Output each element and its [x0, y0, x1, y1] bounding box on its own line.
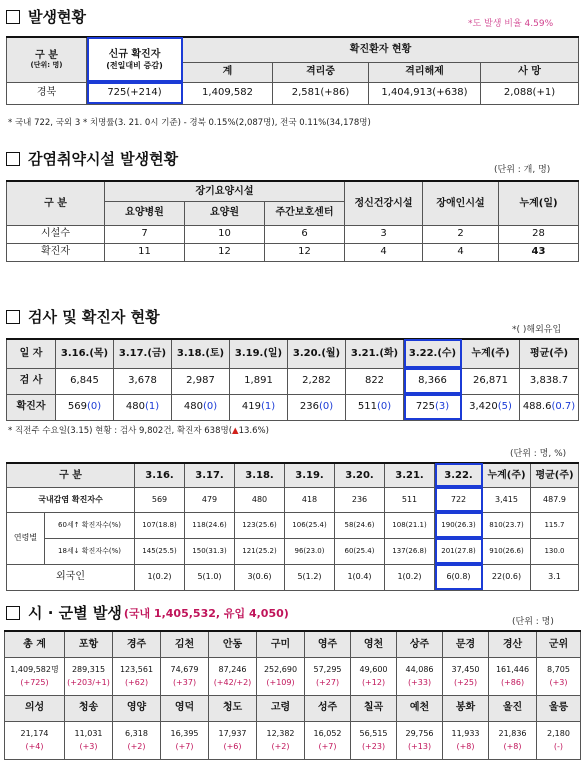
date-header: 3.18.(토)	[172, 339, 230, 368]
region-count: 252,690	[263, 665, 298, 675]
age-cell: 58(24.6)	[335, 512, 385, 538]
date-header: 3.21.(화)	[346, 339, 404, 368]
confirmed-value: 480	[183, 401, 203, 413]
row-label-confirmed: 확진자	[7, 394, 56, 420]
header-released: 격리해제	[369, 62, 481, 82]
header-status: 확진환자 현황	[183, 37, 579, 62]
confirmed-value: 236	[299, 401, 319, 413]
isolating-value: 2,581(+86)	[273, 82, 369, 104]
age-cell: 910(26.6)	[483, 538, 531, 564]
confirmed-cell	[288, 394, 346, 420]
region-name: 울진	[489, 695, 537, 721]
age-cell: 418	[285, 487, 335, 512]
age-cell: 722	[435, 487, 483, 512]
region-count: 2,180	[547, 729, 570, 739]
region-count: 56,515	[359, 729, 388, 739]
region-value	[65, 657, 113, 695]
region-name: 청송	[65, 695, 113, 721]
cell: 4	[345, 243, 423, 261]
confirmed-cell	[114, 394, 172, 420]
header-gubun: 구 분	[7, 463, 135, 487]
age-unit: (단위 : 명, %)	[510, 449, 567, 459]
cell: 4	[423, 243, 499, 261]
region-delta: (+62)	[124, 677, 149, 687]
tests-cell: 8,366	[404, 368, 462, 394]
header-disabled: 장애인시설	[423, 181, 499, 225]
region-name: 성주	[305, 695, 351, 721]
date-header: 평균(주)	[531, 463, 579, 487]
header-ltc: 장기요양시설	[105, 181, 345, 201]
region-delta: (+725)	[20, 677, 49, 687]
age-cell: 96(23.0)	[285, 538, 335, 564]
region-delta: (+203/+1)	[67, 677, 110, 687]
region-count: 21,174	[20, 729, 49, 739]
confirmed-value: 480	[125, 401, 145, 413]
region-value	[537, 721, 581, 759]
row-label: 경북	[7, 82, 87, 104]
previous-week-note: * 직전주 수요일(3.15) 현황 : 검사 9,802건, 확진자 638명(▲13.6%)	[8, 426, 269, 436]
age-cell: 201(27.8)	[435, 538, 483, 564]
region-count: 17,937	[218, 729, 247, 739]
tests-cell: 3,838.7	[520, 368, 579, 394]
date-header: 3.19.	[285, 463, 335, 487]
date-header: 3.17.	[185, 463, 235, 487]
region-value	[397, 721, 443, 759]
region-count: 161,446	[495, 665, 530, 675]
region-delta: (-)	[553, 741, 564, 751]
tests-cell: 2,987	[172, 368, 230, 394]
age-cell: 121(25.2)	[235, 538, 285, 564]
region-value	[257, 721, 305, 759]
region-count: 16,395	[170, 729, 199, 739]
section-title-vulnerable: 감염취약시설 발생현황	[6, 148, 178, 169]
age-cell: 236	[335, 487, 385, 512]
confirmed-value: 419	[241, 401, 261, 413]
region-count: 12,382	[266, 729, 295, 739]
age-cell: 810(23.7)	[483, 512, 531, 538]
region-delta: (+8)	[503, 741, 522, 751]
overseas-value: (0)	[376, 401, 392, 413]
cell: 43	[499, 243, 579, 261]
region-delta: (+2)	[127, 741, 146, 751]
region-delta: (+23)	[361, 741, 386, 751]
region-count: 289,315	[71, 665, 106, 675]
row-label: 시설수	[7, 225, 105, 243]
region-name: 영천	[351, 631, 397, 657]
region-count: 16,052	[313, 729, 342, 739]
age-cell: 123(25.6)	[235, 512, 285, 538]
tests-cell: 26,871	[462, 368, 520, 394]
vulnerable-table	[6, 180, 579, 262]
region-delta: (+33)	[407, 677, 432, 687]
age-cell: 108(21.1)	[385, 512, 435, 538]
confirmed-value: 725	[415, 401, 435, 413]
region-table	[4, 630, 581, 760]
row-label-tests: 검 사	[7, 368, 56, 394]
age-cell: 130.0	[531, 538, 579, 564]
overseas-note: *( )해외유입	[512, 325, 562, 335]
age-cell: 487.9	[531, 487, 579, 512]
age-cell: 480	[235, 487, 285, 512]
region-delta: (+27)	[315, 677, 340, 687]
date-header: 평균(주)	[520, 339, 579, 368]
region-value	[351, 721, 397, 759]
region-delta: (+25)	[453, 677, 478, 687]
header-mental: 정신건강시설	[345, 181, 423, 225]
region-delta: (+2)	[271, 741, 290, 751]
region-count: 87,246	[218, 665, 247, 675]
region-count: 6,318	[125, 729, 148, 739]
age-cell: 118(24.6)	[185, 512, 235, 538]
region-name: 예천	[397, 695, 443, 721]
region-name: 구미	[257, 631, 305, 657]
region-value	[351, 657, 397, 695]
section-title-tests: 검사 및 확진자 현황	[6, 306, 160, 327]
confirmed-cell	[404, 394, 462, 420]
region-value	[65, 721, 113, 759]
age-cell: 6(0.8)	[435, 564, 483, 590]
date-header: 3.16.	[135, 463, 185, 487]
section-title-outbreak: 발생현황	[6, 6, 86, 27]
age-cell: 107(18.8)	[135, 512, 185, 538]
cell: 3	[345, 225, 423, 243]
age-cell: 60(25.4)	[335, 538, 385, 564]
overseas-value: (0)	[318, 401, 334, 413]
tests-cell: 822	[346, 368, 404, 394]
age-cell: 137(26.8)	[385, 538, 435, 564]
row-label: 확진자	[7, 243, 105, 261]
region-value	[489, 657, 537, 695]
tests-cell: 2,282	[288, 368, 346, 394]
region-value	[257, 657, 305, 695]
region-count: 44,086	[405, 665, 434, 675]
checkbox-square-icon	[6, 606, 20, 620]
tests-table	[6, 338, 579, 421]
region-value	[5, 657, 65, 695]
region-count: 21,836	[498, 729, 527, 739]
checkbox-square-icon	[6, 10, 20, 24]
region-name: 군위	[537, 631, 581, 657]
region-name: 영양	[113, 695, 161, 721]
region-value	[161, 657, 209, 695]
region-name: 경주	[113, 631, 161, 657]
age-cell: 1(0.2)	[385, 564, 435, 590]
overseas-value: (0)	[86, 401, 102, 413]
region-count: 37,450	[451, 665, 480, 675]
tests-cell: 1,891	[230, 368, 288, 394]
region-delta: (+4)	[25, 741, 44, 751]
region-name: 울릉	[537, 695, 581, 721]
outbreak-footnote: * 국내 722, 국외 3 * 치명률(3. 21. 0시 기준) - 경북 0.15%(2,087명), 전국 0.11%(34,178명)	[8, 118, 371, 128]
region-delta: (+86)	[500, 677, 525, 687]
date-header: 3.18.	[235, 463, 285, 487]
outbreak-table	[6, 36, 579, 105]
region-name: 상주	[397, 631, 443, 657]
confirmed-cell	[346, 394, 404, 420]
region-value	[305, 657, 351, 695]
region-delta: (+37)	[172, 677, 197, 687]
region-delta: (+8)	[456, 741, 475, 751]
section-title-regions: 시 · 군별 발생 (국내 1,405,532, 유입 4,050)	[6, 602, 289, 623]
region-value	[397, 657, 443, 695]
region-name: 문경	[443, 631, 489, 657]
region-unit: (단위 : 명)	[512, 617, 554, 627]
confirmed-cell	[520, 394, 579, 420]
region-delta: (+3)	[549, 677, 568, 687]
row-label-age: 연령별	[7, 512, 45, 564]
header-gubun: 구 분	[7, 181, 105, 225]
region-count: 1,409,582명	[10, 665, 59, 675]
age-cell: 106(25.4)	[285, 512, 335, 538]
age-cell: 3.1	[531, 564, 579, 590]
region-count: 74,679	[170, 665, 199, 675]
region-value	[305, 721, 351, 759]
header-cumulative: 누계(일)	[499, 181, 579, 225]
row-label-60plus: 60세↑ 확진자수(%)	[45, 512, 135, 538]
confirmed-value: 569	[67, 401, 87, 413]
new-cases-value: 725(+214)	[87, 82, 183, 104]
region-delta: (+12)	[361, 677, 386, 687]
region-value	[209, 657, 257, 695]
confirmed-value: 3,420	[469, 401, 498, 413]
released-value: 1,404,913(+638)	[369, 82, 481, 104]
header-daycare: 주간보호센터	[265, 201, 345, 225]
confirmed-cell	[462, 394, 520, 420]
date-header: 3.17.(금)	[114, 339, 172, 368]
age-cell: 115.7	[531, 512, 579, 538]
cell: 10	[185, 225, 265, 243]
region-name: 봉화	[443, 695, 489, 721]
region-count: 8,705	[547, 665, 570, 675]
region-count: 123,561	[119, 665, 154, 675]
age-cell: 150(31.3)	[185, 538, 235, 564]
overseas-value: (1)	[144, 401, 160, 413]
tests-cell: 6,845	[56, 368, 114, 394]
region-name: 영주	[305, 631, 351, 657]
region-value	[443, 657, 489, 695]
header-total: 계	[183, 62, 273, 82]
age-cell: 22(0.6)	[483, 564, 531, 590]
tests-cell: 3,678	[114, 368, 172, 394]
region-name: 안동	[209, 631, 257, 657]
region-name: 영덕	[161, 695, 209, 721]
region-name: 의성	[5, 695, 65, 721]
cell: 12	[265, 243, 345, 261]
date-header: 3.20.	[335, 463, 385, 487]
total-value: 1,409,582	[183, 82, 273, 104]
region-name: 청도	[209, 695, 257, 721]
header-death: 사 망	[481, 62, 579, 82]
region-name: 김천	[161, 631, 209, 657]
date-header: 3.19.(일)	[230, 339, 288, 368]
region-value	[113, 657, 161, 695]
confirmed-cell	[230, 394, 288, 420]
region-name: 경산	[489, 631, 537, 657]
overseas-value: (1)	[260, 401, 276, 413]
header-home: 요양원	[185, 201, 265, 225]
region-value	[209, 721, 257, 759]
age-cell: 1(0.4)	[335, 564, 385, 590]
region-value	[113, 721, 161, 759]
region-count: 29,756	[405, 729, 434, 739]
region-count: 11,031	[74, 729, 103, 739]
age-cell: 190(26.3)	[435, 512, 483, 538]
date-header: 누계(주)	[462, 339, 520, 368]
region-name: 칠곡	[351, 695, 397, 721]
region-delta: (+7)	[318, 741, 337, 751]
vulnerable-unit: (단위 : 개, 명)	[494, 165, 551, 175]
region-delta: (+3)	[79, 741, 98, 751]
date-header: 3.22.	[435, 463, 483, 487]
age-cell: 569	[135, 487, 185, 512]
cell: 11	[105, 243, 185, 261]
region-count: 11,933	[451, 729, 480, 739]
region-count: 49,600	[359, 665, 388, 675]
death-value: 2,088(+1)	[481, 82, 579, 104]
region-count: 57,295	[313, 665, 342, 675]
row-label-18under: 18세↓ 확진자수(%)	[45, 538, 135, 564]
header-new-cases: 신규 확진자 (전일대비 증감)	[87, 37, 183, 82]
region-value	[537, 657, 581, 695]
row-label-domestic: 국내감염 확진자수	[7, 487, 135, 512]
confirmed-cell	[56, 394, 114, 420]
checkbox-square-icon	[6, 152, 20, 166]
up-arrow-icon: ▲	[232, 426, 239, 436]
cell: 6	[265, 225, 345, 243]
region-delta: (+13)	[407, 741, 432, 751]
row-label-foreigner: 외국인	[7, 564, 135, 590]
region-delta: (+7)	[175, 741, 194, 751]
region-name: 고령	[257, 695, 305, 721]
age-cell: 479	[185, 487, 235, 512]
region-delta: (+42/+2)	[213, 677, 252, 687]
date-header: 3.21.	[385, 463, 435, 487]
age-cell: 1(0.2)	[135, 564, 185, 590]
overseas-value: (0.7)	[551, 401, 576, 413]
age-cell: 3(0.6)	[235, 564, 285, 590]
age-cell: 511	[385, 487, 435, 512]
region-value	[5, 721, 65, 759]
date-header: 누계(주)	[483, 463, 531, 487]
date-header: 3.16.(목)	[56, 339, 114, 368]
confirmed-value: 488.6	[522, 401, 552, 413]
region-name: 포항	[65, 631, 113, 657]
header-gubun: 구 분 (단위: 명)	[7, 37, 87, 82]
date-header: 3.22.(수)	[404, 339, 462, 368]
overseas-value: (0)	[202, 401, 218, 413]
region-value	[443, 721, 489, 759]
region-value	[489, 721, 537, 759]
age-table	[6, 462, 579, 591]
header-hospital: 요양병원	[105, 201, 185, 225]
province-ratio-note: *도 발생 비율 4.59%	[468, 19, 554, 29]
date-header: 3.20.(월)	[288, 339, 346, 368]
age-cell: 145(25.5)	[135, 538, 185, 564]
cell: 28	[499, 225, 579, 243]
confirmed-cell	[172, 394, 230, 420]
age-cell: 5(1.0)	[185, 564, 235, 590]
region-summary: (국내 1,405,532, 유입 4,050)	[123, 606, 289, 620]
cell: 7	[105, 225, 185, 243]
age-cell: 5(1.2)	[285, 564, 335, 590]
region-delta: (+109)	[266, 677, 295, 687]
cell: 2	[423, 225, 499, 243]
cell: 12	[185, 243, 265, 261]
checkbox-square-icon	[6, 310, 20, 324]
region-name: 총 계	[5, 631, 65, 657]
confirmed-value: 511	[357, 401, 377, 413]
age-cell: 3,415	[483, 487, 531, 512]
header-date: 일 자	[7, 339, 56, 368]
region-delta: (+6)	[223, 741, 242, 751]
region-value	[161, 721, 209, 759]
overseas-value: (3)	[434, 401, 450, 413]
header-isolating: 격리중	[273, 62, 369, 82]
overseas-value: (5)	[497, 401, 512, 413]
